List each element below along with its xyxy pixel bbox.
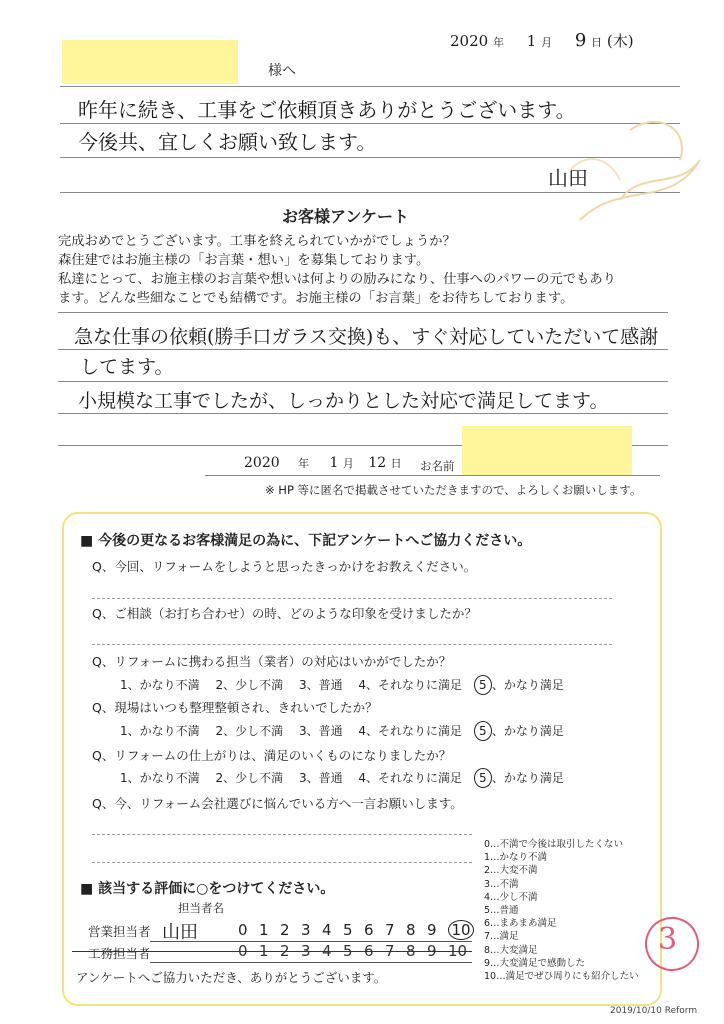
question-6: Q、今、リフォーム会社選びに悩んでいる方へ一言お願いします。 (92, 796, 463, 811)
legend-item: 8…大変満足 (484, 944, 538, 956)
question-4: Q、現場はいつも整理整頓され、きれいでしたか？ (92, 700, 378, 715)
rule (205, 475, 660, 476)
question-1: Q、今回、リフォームをしようと思ったきっかけをお教えください。 (92, 559, 477, 574)
legend-item: 7…満足 (484, 931, 519, 943)
letter-day: 9 (574, 30, 587, 51)
response-day: 12 (368, 455, 387, 471)
decorative-flourish (560, 90, 710, 230)
answer-line (92, 862, 472, 863)
rule (58, 312, 668, 313)
response-day-unit: 日 (390, 457, 402, 470)
question-2: Q、ご相談（お打ち合わせ）の時、どのような印象を受けましたか？ (92, 606, 477, 621)
intro-line: ます。どんな些細なことでも結構です。お施主様の「お言葉」をお待ちしております。 (58, 291, 574, 306)
works-label: 工務担当者 (88, 946, 151, 961)
scale-4[interactable]: 4 (322, 942, 332, 960)
scale-1[interactable]: 1 (259, 942, 269, 960)
scale-3[interactable]: 3 (301, 921, 311, 939)
answer-line (92, 834, 472, 835)
scale-5[interactable]: 5 (343, 921, 353, 939)
option-3[interactable]: 3、普通 (298, 678, 343, 692)
intro-line: 私達にとって、お施主様のお言葉や想いは何よりの励みになり、仕事へのパワーの元でもあり (58, 272, 616, 287)
strikethrough-line (72, 951, 472, 952)
name-label: お名前 (420, 459, 455, 473)
legend-item: 0…不満で今後は取引したくない (484, 839, 624, 850)
thanks-text: アンケートへご協力いただき、ありがとうございます。 (76, 970, 387, 985)
question-3: Q、リフォームに携わる担当（業者）の対応はいかがでしたか？ (92, 654, 452, 669)
rule (150, 962, 472, 963)
intro-line: 森住建ではお施主様の「お言葉・想い」を募集しております。 (58, 253, 430, 268)
legend-item: 2…大変不満 (484, 865, 538, 877)
rule (58, 349, 668, 350)
redacted-recipient-name (62, 40, 238, 84)
letter-date (450, 30, 710, 51)
sales-scale (238, 920, 474, 940)
scale-9[interactable]: 9 (427, 921, 437, 939)
scale-6[interactable]: 6 (364, 942, 374, 960)
survey-title: お客様アンケート (282, 207, 410, 226)
scale-8[interactable]: 8 (406, 942, 416, 960)
option-2[interactable]: 2、少し不満 (215, 724, 284, 738)
scale-4[interactable]: 4 (322, 921, 332, 939)
scale-2[interactable]: 2 (280, 921, 290, 939)
option-5-selected[interactable]: 5 (474, 721, 492, 741)
scale-6[interactable]: 6 (364, 921, 374, 939)
redacted-customer-name (462, 426, 632, 476)
scale-0[interactable]: 0 (238, 921, 248, 939)
evaluation-legend (484, 838, 639, 983)
option-2[interactable]: 2、少し不満 (215, 771, 284, 785)
scale-7[interactable]: 7 (385, 942, 395, 960)
letter-year-unit: 年 (492, 36, 504, 49)
letter-line-2: 今後共、宜しくお願い致します。 (78, 130, 377, 154)
scale-0[interactable]: 0 (238, 942, 248, 960)
intro-line: 完成おめでとうございます。工事を終えられていかがでしょうか？ (58, 234, 456, 249)
letter-signature: 山田 (548, 166, 588, 190)
option-5-label: 、かなり満足 (491, 771, 564, 785)
footer-version: 2019/10/10 Reform (610, 1006, 698, 1016)
scale-7[interactable]: 7 (385, 921, 395, 939)
option-5-label: 、かなり満足 (491, 678, 564, 692)
scale-10-selected[interactable]: 10 (448, 920, 474, 940)
sales-name: 山田 (162, 922, 198, 943)
legend-item: 10…満足でぜひ周りにも紹介したい (484, 971, 639, 983)
option-4[interactable]: 4、それなりに満足 (358, 771, 463, 785)
legend-item: 9…大変満足で感動した (484, 957, 586, 969)
letter-month-unit: 月 (541, 36, 553, 49)
legend-item: 5…普通 (484, 905, 519, 917)
rule (58, 381, 668, 382)
staff-name-label: 担当者名 (178, 901, 224, 915)
letter-line-1: 昨年に続き、工事をご依頼頂きありがとうございます。 (78, 98, 576, 122)
option-5-label: 、かなり満足 (491, 724, 564, 738)
options-q5 (120, 768, 564, 788)
salutation: 様へ (268, 63, 296, 79)
rule (60, 86, 680, 87)
answer-line (92, 598, 612, 599)
response-date (244, 455, 402, 471)
questionnaire-heading: ■ 今後の更なるお客様満足の為に、下記アンケートへご協力ください。 (80, 533, 532, 549)
scale-9[interactable]: 9 (427, 942, 437, 960)
response-month: 1 (329, 455, 339, 471)
response-line-1: 急な仕事の依頼(勝手口ガラス交換)も、すぐ対応していただいて感謝 (74, 326, 659, 348)
option-5-selected[interactable]: 5 (474, 768, 492, 788)
evaluation-heading: ■ 該当する評価に○をつけてください。 (80, 881, 335, 897)
sales-label: 営業担当者 (88, 924, 151, 939)
score-stamp: 3 (658, 922, 678, 957)
option-1[interactable]: 1、かなり不満 (120, 678, 200, 692)
legend-item: 1…かなり不満 (484, 852, 548, 864)
option-1[interactable]: 1、かなり不満 (120, 771, 200, 785)
options-q4 (120, 721, 564, 741)
options-q3 (120, 675, 564, 695)
letter-month: 1 (526, 32, 537, 50)
letter-year: 2020 (450, 32, 489, 50)
scale-2[interactable]: 2 (280, 942, 290, 960)
response-year-unit: 年 (298, 457, 310, 470)
scale-10[interactable]: 10 (448, 942, 468, 960)
option-5-selected[interactable]: 5 (474, 675, 492, 695)
letter-day-unit: 日 (591, 36, 603, 49)
scale-8[interactable]: 8 (406, 921, 416, 939)
answer-line (92, 644, 612, 645)
legend-item: 4…少し不満 (484, 891, 538, 903)
response-year: 2020 (244, 455, 280, 471)
response-month-unit: 月 (342, 457, 354, 470)
survey-intro (58, 232, 698, 308)
legend-item: 6…まあまあ満足 (484, 918, 557, 930)
option-4[interactable]: 4、それなりに満足 (358, 678, 463, 692)
scale-5[interactable]: 5 (343, 942, 353, 960)
letter-weekday: (木) (606, 32, 634, 50)
option-1[interactable]: 1、かなり不満 (120, 724, 200, 738)
privacy-note: ※ HP 等に匿名で掲載させていただきますので、よろしくお願いします。 (265, 483, 642, 497)
option-3[interactable]: 3、普通 (298, 771, 343, 785)
response-line-3: 小規模な工事でしたが、しっかりとした対応で満足してます。 (78, 390, 609, 412)
scale-1[interactable]: 1 (259, 921, 269, 939)
response-line-2: してます。 (80, 356, 174, 378)
option-4[interactable]: 4、それなりに満足 (358, 724, 463, 738)
question-5: Q、リフォームの仕上がりは、満足のいくものになりましたか？ (92, 748, 452, 763)
rule (58, 413, 668, 414)
legend-item: 3…不満 (484, 878, 519, 890)
scale-3[interactable]: 3 (301, 942, 311, 960)
option-2[interactable]: 2、少し不満 (215, 678, 284, 692)
option-3[interactable]: 3、普通 (298, 724, 343, 738)
